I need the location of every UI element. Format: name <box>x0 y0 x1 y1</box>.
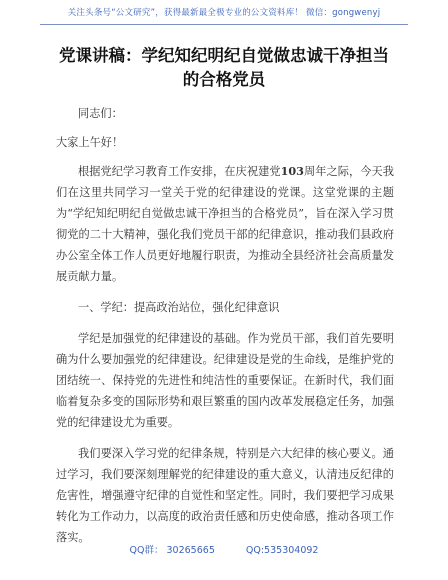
document-body <box>56 103 394 548</box>
title-line-2: 的合格党员 <box>182 70 266 89</box>
footer-qq: QQ:535304092 <box>245 545 319 556</box>
intro-text-b: 周年之际，今天我们在这里共同学习一堂关于党的纪律建设的党课。这堂党课的主题为“学纪知纪明纪自觉做忠诚干净担当的合格党员”，旨在深入学习贯彻党的二十大精神，强化我们党员干部的纪律意识，推动我们县政府办公室全体工作人员更好地履行职责，为推动全县经济社会高质量发展贡献力量。 <box>56 165 394 283</box>
title-line-1: 党课讲稿：学纪知纪明纪自觉做忠诚干净担当 <box>59 46 389 65</box>
intro-text-a: 根据党纪学习教育工作安排，在庆祝建党 <box>78 165 281 178</box>
paragraph-intro <box>56 161 394 287</box>
paragraph-2: 学纪是加强党的纪律建设的基础。作为党员干部，我们首先要明确为什么要加强党的纪律建设。纪律建设是党的生命线，是维护党的团结统一、保持党的先进性和纯洁性的重要保证。在新时代，我们面临着复杂多变的国际形势和艰巨繁重的国内改革发展稳定任务，加强党的纪律建设尤为重要。 <box>56 332 394 429</box>
paragraph-3: 我们要深入学习党的纪律条规，特别是六大纪律的核心要义。通过学习，我们要深刻理解党的纪律建设的重大意义，认清违反纪律的危害性，增强遵守纪律的自觉性和坚定性。同时，我们要把学习成果转化为工作动力，以高度的政治责任感和历史使命感，推动各项工作落实。 <box>56 447 394 544</box>
footer-qq-group: QQ群： 30265665 <box>129 545 215 556</box>
section-heading-1: 一、学纪：提高政治站位，强化纪律意识 <box>78 301 280 314</box>
banner-notice: 关注头条号“公文研究”，获得最新最全极专业的公文资料库！ 微信：gongwenyj <box>67 8 381 18</box>
anniversary-number: 103 <box>280 164 304 178</box>
banner-divider <box>40 24 408 25</box>
salutation: 同志们： <box>78 107 123 120</box>
document-title <box>40 44 408 92</box>
greeting: 大家上午好！ <box>56 136 124 149</box>
footer-contact <box>0 542 448 556</box>
